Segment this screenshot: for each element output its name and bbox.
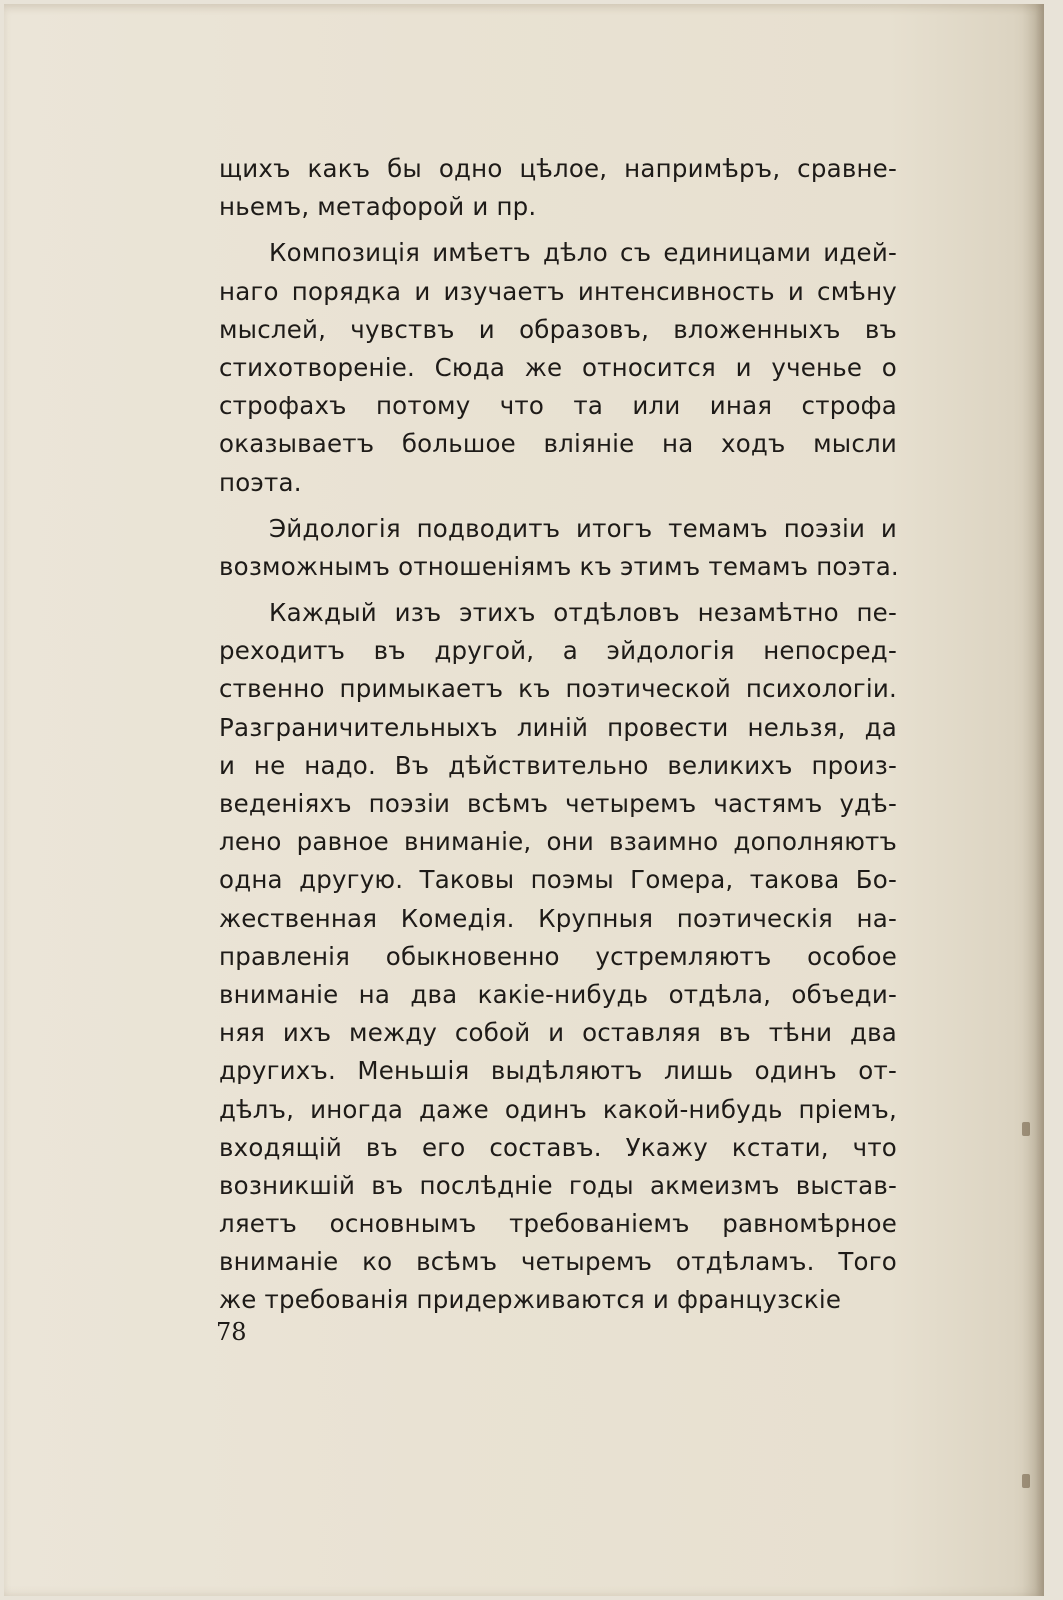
text-line: оказываетъ большое вліяніе на ходъ мысли xyxy=(219,429,897,459)
paragraph-gap xyxy=(219,502,897,510)
text-line: ньемъ, метафорой и пр. xyxy=(219,192,537,222)
text-line: одна другую. Таковы поэмы Гомера, такова Бо- xyxy=(219,865,897,895)
paragraph-gap xyxy=(219,586,897,594)
text-line: Композиція имѣетъ дѣло съ единицами идей- xyxy=(269,238,897,268)
text-line: строфахъ потому что та или иная строфа xyxy=(219,391,897,421)
text-line: другихъ. Меньшія выдѣляютъ лишь одинъ от- xyxy=(219,1056,897,1086)
page-edge-shadow xyxy=(1022,4,1044,1596)
text-line: вниманіе на два какіе-нибудь отдѣла, объеди- xyxy=(219,979,897,1009)
text-line: веденіяхъ поэзіи всѣмъ четыремъ частямъ удѣ- xyxy=(219,789,897,818)
body-text xyxy=(219,150,897,1320)
text-line: же требованія придерживаются и французскіе xyxy=(219,1285,842,1315)
text-line: возможнымъ отношеніямъ къ этимъ темамъ поэта. xyxy=(219,551,899,581)
text-line: и не надо. Въ дѣйствительно великихъ произ- xyxy=(219,750,897,780)
text-line: щихъ какъ бы одно цѣлое, напримѣръ, сравне- xyxy=(219,154,897,183)
text-line: стихотвореніе. Сюда же относится и ученье о xyxy=(219,352,897,382)
text-line: Каждый изъ этихъ отдѣловъ незамѣтно пе- xyxy=(269,598,897,628)
paragraph xyxy=(219,594,897,1320)
text-line: возникшій въ послѣдніе годы акмеизмъ выстав- xyxy=(219,1170,897,1200)
page-edge-mark xyxy=(1022,1122,1030,1136)
text-line: поэта. xyxy=(219,467,302,497)
page-number: 78 xyxy=(216,1318,247,1346)
page-edge-mark xyxy=(1022,1474,1030,1488)
text-line: дѣлъ, иногда даже одинъ какой-нибудь пріемъ, xyxy=(219,1094,897,1124)
text-line: жественная Комедія. Крупныя поэтическія на- xyxy=(219,903,897,933)
text-line: няя ихъ между собой и оставляя въ тѣни два xyxy=(219,1018,897,1048)
text-line: Разграничительныхъ линій провести нельзя, да xyxy=(219,712,897,742)
paragraph-gap xyxy=(219,226,897,234)
text-line: мыслей, чувствъ и образовъ, вложенныхъ въ xyxy=(219,314,897,344)
text-line: лено равное вниманіе, они взаимно дополняютъ xyxy=(219,827,897,857)
text-line: Эйдологія подводитъ итогъ темамъ поэзіи и xyxy=(269,513,897,543)
paragraph xyxy=(219,234,897,501)
text-line: правленія обыкновенно устремляютъ особое xyxy=(219,941,897,971)
text-line: ляетъ основнымъ требованіемъ равномѣрное xyxy=(219,1209,897,1239)
text-line: входящій въ его составъ. Укажу кстати, что xyxy=(219,1132,897,1162)
paragraph xyxy=(219,510,897,586)
text-line: наго порядка и изучаетъ интенсивность и смѣну xyxy=(219,276,897,306)
text-line: ственно примыкаетъ къ поэтической психологіи. xyxy=(219,674,897,704)
paragraph xyxy=(219,150,897,226)
text-line: реходитъ въ другой, а эйдологія непосред- xyxy=(219,636,897,666)
text-line: вниманіе ко всѣмъ четыремъ отдѣламъ. Того xyxy=(219,1247,897,1277)
